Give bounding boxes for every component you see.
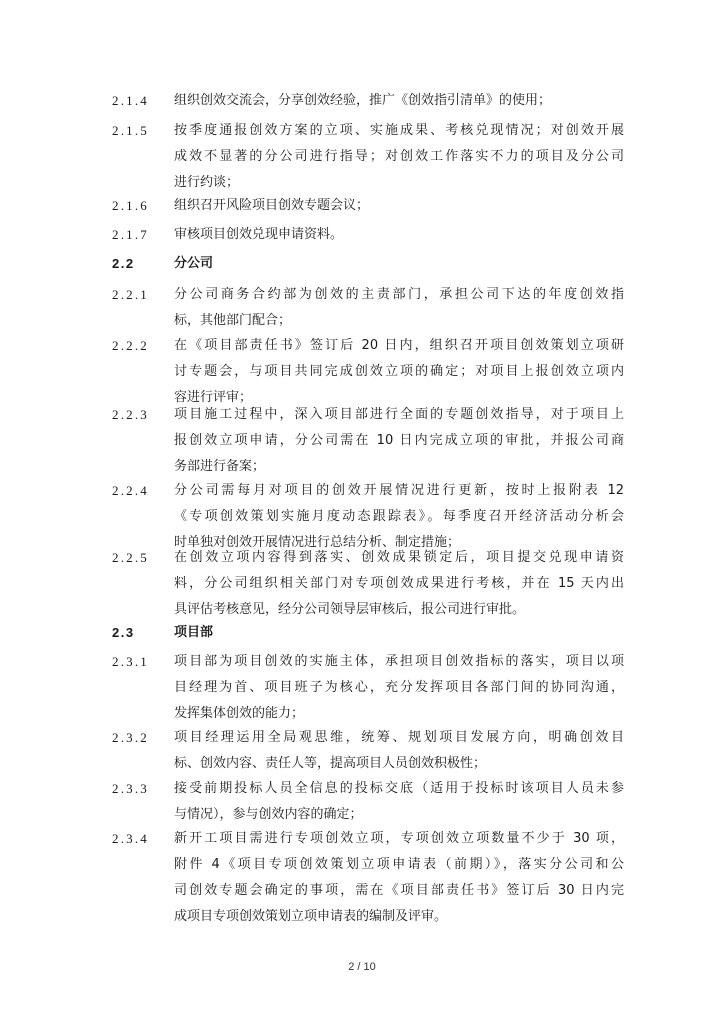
clause-line: 按季度通报创效方案的立项、实施成果、考核兑现情况；对创效开展: [174, 123, 624, 138]
clause-line: 标，其他部门配合；: [174, 313, 292, 328]
clause-line: 标、创效内容、责任人等，提高项目人员创效积极性；: [174, 756, 487, 771]
clause-number: 2.3.4: [112, 831, 149, 846]
clause-line: 报创效立项申请，分公司需在 10 日内完成立项的审批，并报公司商: [174, 433, 624, 448]
page-number: 2 / 10: [348, 961, 376, 973]
clause-text: [174, 402, 624, 480]
clause-number: 2.3.1: [112, 654, 149, 669]
section-number: 2.3: [112, 625, 135, 640]
clause-line: 项目经理运用全局观思维，统筹、规划项目发展方向，明确创效目: [174, 730, 624, 745]
clause-number: 2.2.1: [112, 287, 149, 302]
clause-text: [174, 222, 624, 248]
clause-number: 2.2.5: [112, 550, 149, 565]
clause-text: [174, 333, 624, 411]
section-title: [174, 251, 624, 277]
clause-line: 时单独对创效开展情况进行总结分析、制定措施；: [174, 535, 461, 550]
clause-line: 新开工项目需进行专项创效立项，专项创效立项数量不少于 30 项，: [174, 831, 624, 846]
clause-line: 在《项目部责任书》签订后 20 日内，组织召开项目创效策划立项研: [174, 338, 624, 353]
clause-line: 《专项创效策划实施月度动态跟踪表》。每季度召开经济活动分析会: [174, 509, 624, 524]
clause-text: [174, 826, 624, 930]
clause-text: [174, 88, 624, 114]
section-title: [174, 620, 624, 646]
clause-text: [174, 725, 624, 777]
clause-line: 项目施工过程中，深入项目部进行全面的专题创效指导，对于项目上: [174, 407, 624, 422]
clause-line: 接受前期投标人员全信息的投标交底（适用于投标时该项目人员未参: [174, 781, 624, 796]
clause-line: 与情况），参与创效内容的确定；: [174, 807, 363, 822]
clause-text: [174, 193, 624, 219]
section-number: 2.2: [112, 256, 135, 271]
section-title-text: 项目部: [174, 625, 214, 640]
clause-number: 2.3.3: [112, 781, 149, 796]
clause-line: 在创效立项内容得到落实、创效成果锁定后，项目提交兑现申请资: [174, 550, 624, 565]
clause-number: 2.1.4: [112, 93, 149, 108]
clause-line: 附件 4《项目专项创效策划立项申请表（前期）》，落实分公司和公: [174, 857, 624, 872]
clause-line: 发挥集体创效的能力；: [174, 706, 305, 721]
clause-number: 2.1.7: [112, 227, 149, 242]
clause-number: 2.1.5: [112, 123, 149, 138]
clause-line: 成项目专项创效策划立项申请表的编制及评审。: [174, 909, 448, 924]
clause-number: 2.1.6: [112, 198, 149, 213]
clause-line: 目经理为首、项目班子为核心，充分发挥项目各部门间的协同沟通，: [174, 680, 624, 695]
clause-line: 容进行评审；: [174, 390, 253, 405]
clause-number: 2.2.2: [112, 338, 149, 353]
clause-text: [174, 545, 624, 623]
clause-line: 司创效专题会确定的事项，需在《项目部责任书》签订后 30 日内完: [174, 883, 624, 898]
clause-number: 2.2.3: [112, 407, 149, 422]
clause-number: 2.3.2: [112, 730, 149, 745]
clause-line: 讨专题会，与项目共同完成创效立项的确定；对项目上报创效立项内: [174, 364, 624, 379]
clause-line: 组织创效交流会，分享创效经验，推广《创效指引清单》的使用；: [174, 93, 552, 108]
clause-text: [174, 649, 624, 727]
clause-line: 成效不显著的分公司进行指导；对创效工作落实不力的项目及分公司: [174, 149, 624, 164]
clause-line: 分公司需每月对项目的创效开展情况进行更新，按时上报附表 12: [174, 483, 624, 498]
clause-text: [174, 776, 624, 828]
clause-text: [174, 282, 624, 334]
section-title-text: 分公司: [174, 256, 214, 271]
clause-line: 组织召开风险项目创效专题会议；: [174, 198, 370, 213]
clause-line: 进行约谈；: [174, 175, 240, 190]
clause-line: 审核项目创效兑现申请资料。: [174, 227, 344, 242]
clause-line: 分公司商务合约部为创效的主责部门，承担公司下达的年度创效指: [174, 287, 624, 302]
clause-line: 具评估考核意见，经分公司领导层审核后，报公司进行审批。: [174, 602, 526, 617]
clause-text: [174, 118, 624, 196]
clause-line: 项目部为项目创效的实施主体，承担项目创效指标的落实，项目以项: [174, 654, 624, 669]
clause-line: 务部进行备案；: [174, 459, 266, 474]
clause-line: 料，分公司组织相关部门对专项创效成果进行考核，并在 15 天内出: [174, 576, 624, 591]
clause-number: 2.2.4: [112, 483, 149, 498]
